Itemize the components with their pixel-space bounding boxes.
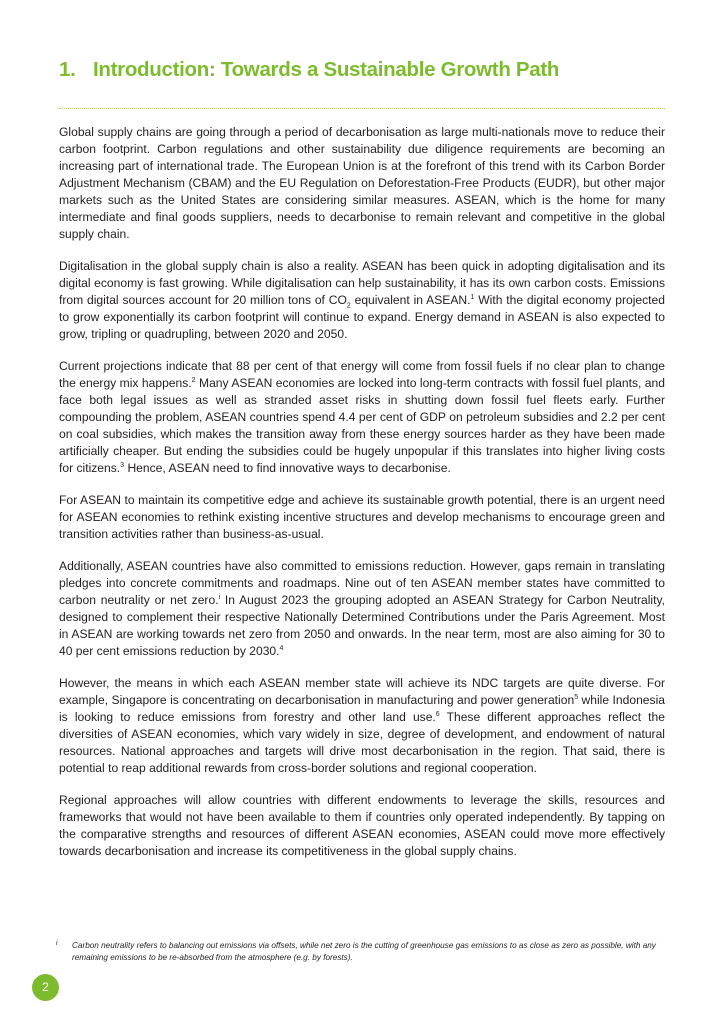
paragraph-2 — [59, 258, 665, 343]
section-title: Introduction: Towards a Sustainable Growth Path — [93, 58, 560, 81]
footnote-ref-i[interactable]: i — [218, 593, 221, 601]
footnote-ref-2[interactable]: 2 — [191, 376, 196, 384]
footnote-ref-4[interactable]: 4 — [279, 644, 284, 652]
footnote-ref-3[interactable]: 3 — [120, 461, 125, 469]
section-number: 1. — [59, 58, 76, 81]
text-run: Hence, ASEAN need to find innovative ways to decarbonise. — [124, 461, 451, 475]
paragraph-7: Regional approaches will allow countries with different endowments to leverage the skills, resources and frameworks that would not have been available to them if countries only operated independently. By tapping on the comparative strengths and resources of different ASEAN economies, ASEAN could move more effectively towards decarbonisation and increase its competitiveness in the global supply chains. — [59, 793, 665, 858]
text-run: Additionally, ASEAN countries have also committed to emissions reduction. However, gaps remain in translating pledges into concrete commitments and roadmaps. Nine out of ten ASEAN member states have committed to carbon neutrality or net zero. — [59, 559, 665, 607]
section-heading — [59, 58, 559, 82]
paragraph-5 — [59, 558, 665, 660]
page-number-badge: 2 — [32, 974, 59, 1001]
paragraph-4: For ASEAN to maintain its competitive edge and achieve its sustainable growth potential, there is an urgent need for ASEAN economies to rethink existing incentive structures and develop mechanisms to encourage green and transition activities rather than business-as-usual. — [59, 493, 665, 541]
text-run: However, the means in which each ASEAN member state will achieve its NDC targets are quite diverse. For example, Singapore is concentrating on decarbonisation in manufacturing and power generation — [59, 676, 665, 707]
text-run: while Indonesia is looking to reduce emissions from forestry and other land use. — [59, 693, 665, 724]
text-run: In August 2023 the grouping adopted an ASEAN Strategy for Carbon Neutrality, designed to complement their respective Nationally Determined Contributions under the Paris Agreement. Most in ASEAN are working towards net zero from 2050 and onwards. In the near term, most are also aiming for 30 to 40 per cent emissions reduction by 2030. — [59, 593, 665, 658]
footnote-marker: i — [56, 940, 58, 947]
text-run: Many ASEAN economies are locked into long-term contracts with fossil fuel plants, and face both legal issues as well as stranded asset risks in shutting down fossil fuel fleets early. Further compounding the problem, ASEAN countries spend 4.4 per cent of GDP on petroleum subsidies and 2.2 per cent on coal subsidies, which makes the transition away from these energy sources harder as they have been made artificially cheaper. But ending the subsidies could be hugely unpopular if this translates into higher living costs for citizens. — [59, 376, 665, 475]
text-run: These different approaches reflect the diversities of ASEAN economies, which vary widely in size, degree of development, and endowment of natural resources. National approaches and targets will drive most decarbonisation in the region. That said, there is potential to reap additional rewards from cross-border solutions and regional cooperation. — [59, 710, 665, 775]
dotted-divider — [59, 108, 665, 109]
body-text — [59, 124, 665, 875]
paragraph-6 — [59, 675, 665, 777]
footnote-ref-6[interactable]: 6 — [435, 710, 440, 718]
footnote-ref-5[interactable]: 5 — [574, 693, 579, 701]
footnote-text: Carbon neutrality refers to balancing out emissions via offsets, while net zero is the cutting of greenhouse gas emissions to as close as zero as possible, with any remaining emissions to be re-absorbed from the atmosphere (e.g. by forests). — [72, 941, 656, 962]
text-run: Digitalisation in the global supply chain is also a reality. ASEAN has been quick in adopting digitalisation and its digital economy is fast growing. While digitalisation can help sustainability, it has its own carbon costs. Emissions from digital sources account for 20 million tons of CO — [59, 259, 665, 307]
text-run: equivalent in ASEAN. — [350, 293, 471, 307]
paragraph-1: Global supply chains are going through a period of decarbonisation as large multi-nationals move to reduce their carbon footprint. Carbon regulations and other sustainability due diligence requirements are becoming an increasing part of international trade. The European Union is at the forefront of this trend with its Carbon Border Adjustment Mechanism (CBAM) and the EU Regulation on Deforestation-Free Products (EUDR), but other major markets such as the United States are considering similar measures. ASEAN, which is the home for many intermediate and final goods suppliers, needs to decarbonise to remain relevant and competitive in the global supply chain. — [59, 125, 665, 241]
text-run: With the digital economy projected to grow exponentially its carbon footprint will continue to expand. Energy demand in ASEAN is also expected to grow, tripling or quadrupling, between 2020 and 2050. — [59, 293, 665, 341]
footnote-ref-1[interactable]: 1 — [470, 293, 475, 301]
subscript: 2 — [346, 302, 351, 310]
paragraph-3 — [59, 358, 665, 477]
footnote — [56, 940, 656, 964]
text-run: Current projections indicate that 88 per cent of that energy will come from fossil fuels if no clear plan to change the energy mix happens. — [59, 359, 665, 390]
